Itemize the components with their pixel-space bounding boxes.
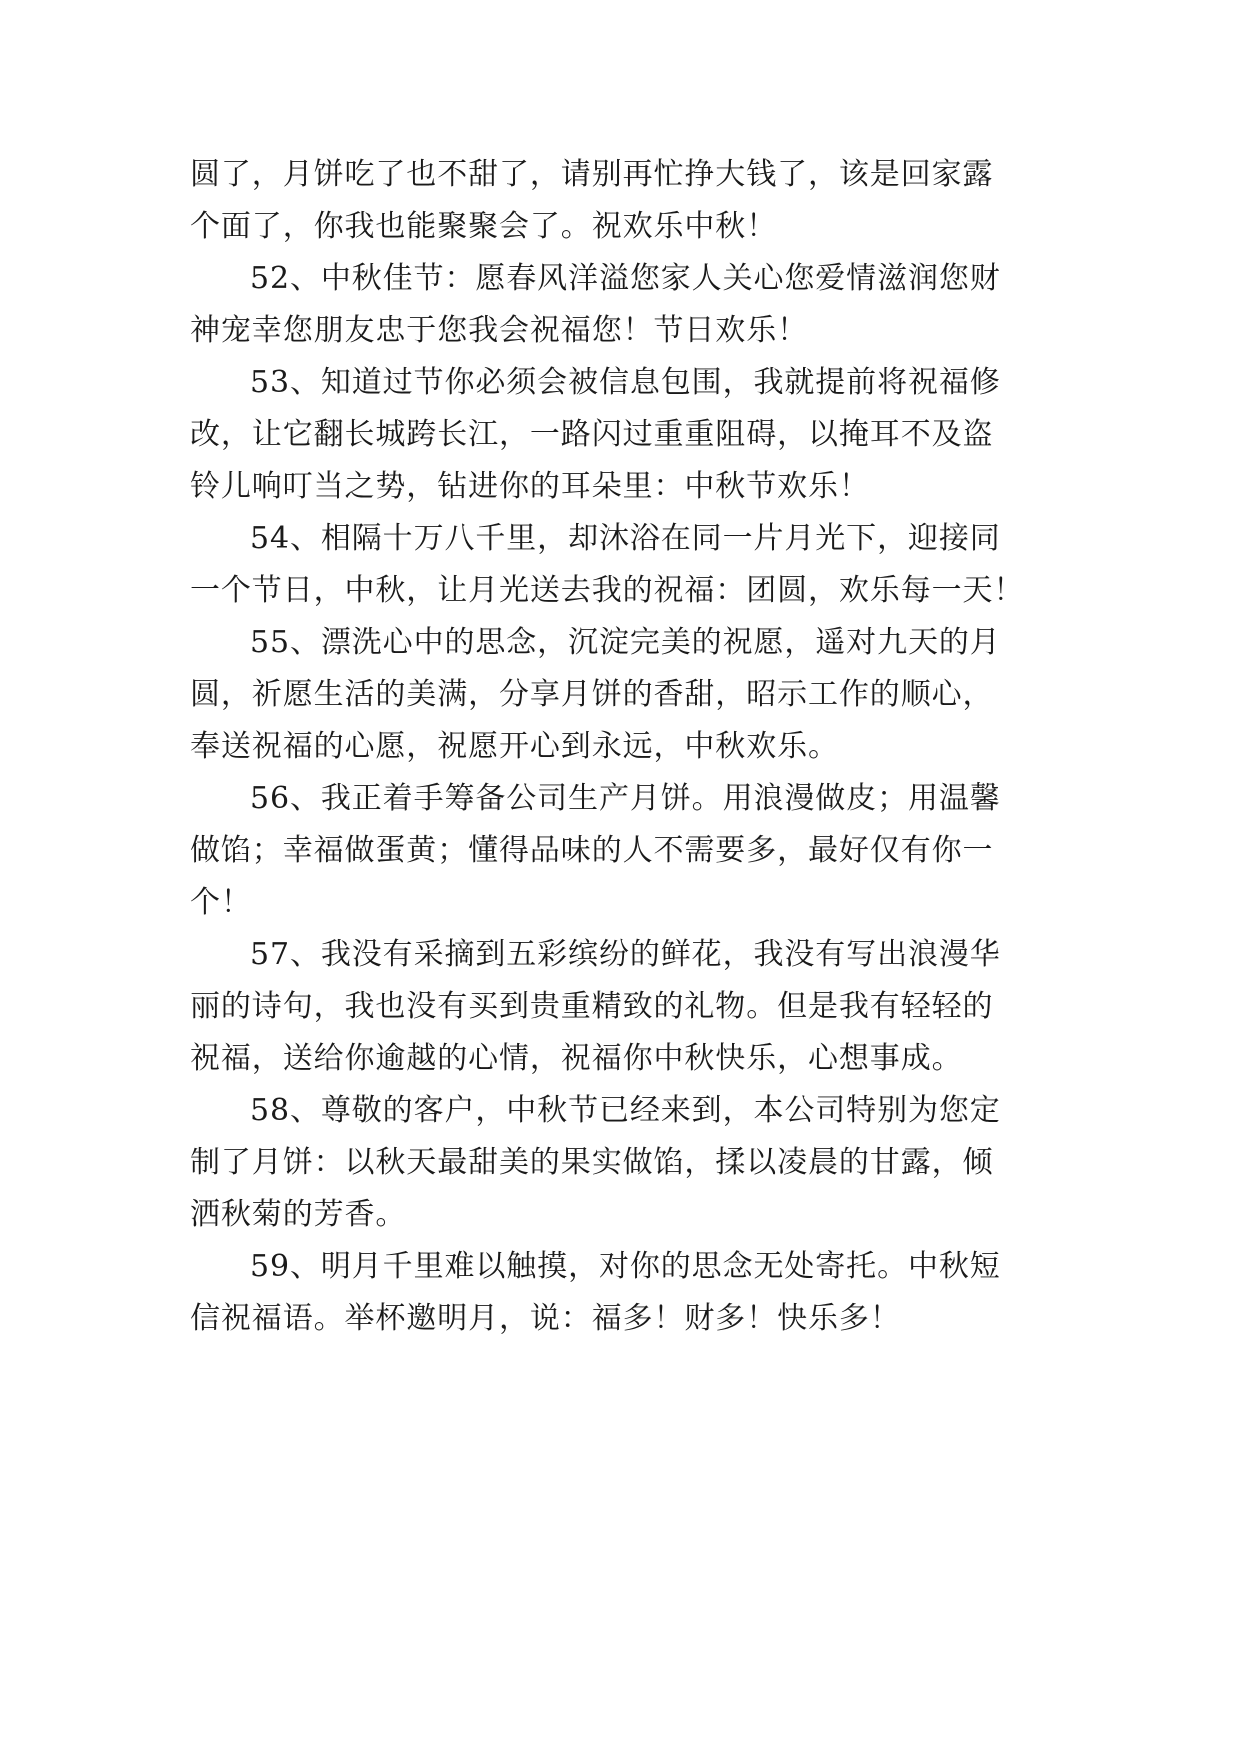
paragraph-55-start: 55、漂洗心中的思念，沉淀完美的祝愿，遥对九天的月 <box>250 625 1001 660</box>
text-line: 个！ <box>190 885 252 920</box>
text-line: 做馅；幸福做蛋黄；懂得品味的人不需要多，最好仅有你一 <box>190 833 994 868</box>
text-line: 圆了，月饼吃了也不甜了，请别再忙挣大钱了，该是回家露 <box>190 157 994 192</box>
paragraph-57-start: 57、我没有采摘到五彩缤纷的鲜花，我没有写出浪漫华 <box>250 937 1001 972</box>
paragraph-54-start: 54、相隔十万八千里，却沐浴在同一片月光下，迎接同 <box>250 521 1001 556</box>
text-line: 丽的诗句，我也没有买到贵重精致的礼物。但是我有轻轻的 <box>190 989 994 1024</box>
text-line: 洒秋菊的芳香。 <box>190 1197 407 1232</box>
text-line: 奉送祝福的心愿，祝愿开心到永远，中秋欢乐。 <box>190 729 839 764</box>
text-line: 制了月饼：以秋天最甜美的果实做馅，揉以凌晨的甘露，倾 <box>190 1145 994 1180</box>
text-line: 个面了，你我也能聚聚会了。祝欢乐中秋！ <box>190 209 778 244</box>
paragraph-52-start: 52、中秋佳节：愿春风洋溢您家人关心您爱情滋润您财 <box>250 261 1001 296</box>
text-line: 神宠幸您朋友忠于您我会祝福您！节日欢乐！ <box>190 313 808 348</box>
text-line: 铃儿响叮当之势，钻进你的耳朵里：中秋节欢乐！ <box>190 469 870 504</box>
text-line: 改，让它翻长城跨长江，一路闪过重重阻碍，以掩耳不及盗 <box>190 417 994 452</box>
paragraph-53-start: 53、知道过节你必须会被信息包围，我就提前将祝福修 <box>250 365 1001 400</box>
paragraph-58-start: 58、尊敬的客户，中秋节已经来到，本公司特别为您定 <box>250 1093 1001 1128</box>
text-line: 一个节日，中秋，让月光送去我的祝福：团圆，欢乐每一天！ <box>190 573 1025 608</box>
text-line: 圆，祈愿生活的美满，分享月饼的香甜，昭示工作的顺心， <box>190 677 994 712</box>
text-line: 祝福，送给你逾越的心情，祝福你中秋快乐，心想事成。 <box>190 1041 963 1076</box>
paragraph-56-start: 56、我正着手筹备公司生产月饼。用浪漫做皮；用温馨 <box>250 781 1001 816</box>
paragraph-59-start: 59、明月千里难以触摸，对你的思念无处寄托。中秋短 <box>250 1249 1001 1284</box>
text-line: 信祝福语。举杯邀明月，说：福多！财多！快乐多！ <box>190 1301 901 1336</box>
